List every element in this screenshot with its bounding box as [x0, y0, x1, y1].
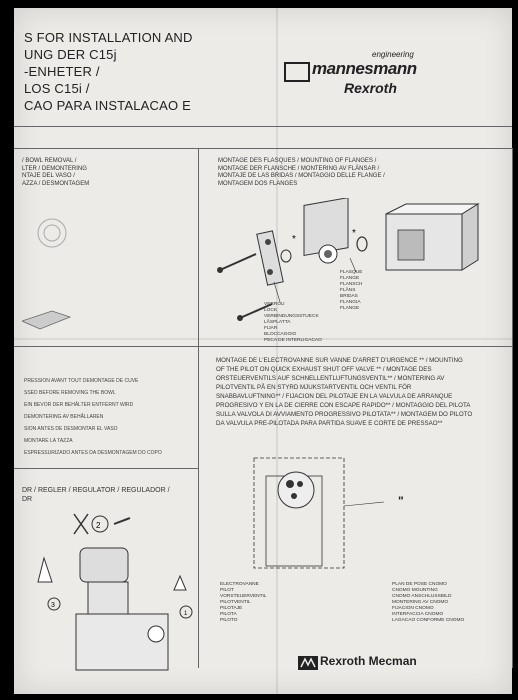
flange-label-list: FLASQUE FLANGE FLANSCH FLÄNS BRIDAS FLANGIA FLANGE [340, 270, 363, 311]
bowl-removal-steps [24, 378, 204, 462]
logo-rexroth: Rexroth [344, 80, 397, 96]
regulator-title: DR / REGLER / REGULATOR / REGULADOR / DR [22, 487, 170, 503]
step-text: DEMONTERING AV BEHÅLLAREN [24, 414, 104, 420]
plan-label-list: PLAN DE POSE CNOMO CNOMO MOUNTING CNOMO ANSCHLUSSBILD MONTERING AV CNOMO FIJACION CNOMO INTERFACCIA CNOMO LAGACAO CONFORME CNOMO [392, 582, 465, 623]
divider [198, 346, 512, 347]
lock-label-list: VERROU LOCK VERBINDUNGSSTUECK LÅSPLATTA FIJAR BLOCCAGGIO PECA DE INTERLIGACAO [264, 302, 322, 343]
step-text: EIN BEVOR DER BEHÄLTER ENTFERNT WIRD [24, 402, 134, 408]
flanges-drawing [210, 198, 508, 338]
step-text: SSED BEFORE REMOVING THE BOWL [24, 390, 116, 396]
divider [14, 468, 198, 469]
logo-mark-icon [284, 62, 310, 82]
svg-text:3: 3 [51, 602, 55, 609]
regulator-drawing [18, 508, 196, 694]
divider [14, 346, 198, 347]
divider [14, 126, 512, 127]
header-title-line: S FOR INSTALLATION AND [24, 30, 193, 45]
pilot-label-list: ELECTROVANNE PILOT VORSTEUERVENTIL PILOTVENTIL PILOTAJE PILOTA PILOTO [220, 582, 267, 623]
header-title-line: CAO PARA INSTALACAO E [24, 98, 191, 113]
footer-brand: Rexroth Mecman [320, 654, 417, 668]
svg-text:2: 2 [96, 521, 101, 530]
logo-brand: mannesmann [312, 59, 417, 78]
pilot-drawing [244, 456, 404, 576]
divider [512, 148, 513, 668]
bowl-removal-title: / BOWL REMOVAL / LTER / DEMONTERING NTAJE DEL VASO / AZZA / DESMONTAGEM [22, 158, 90, 187]
flanges-title: MONTAGE DES FLASQUES / MOUNTING OF FLANGES / MONTAGE DER FLANSCHE / MONTERING AV FLÄNSAR / MONTAJE DE LAS BRIDAS / MONTAGGIO DELLE FLANGE / MONTAGEM DOS FLANGES [218, 158, 385, 187]
divider [14, 148, 512, 149]
svg-text:1: 1 [184, 611, 188, 617]
svg-text:*: * [352, 228, 356, 239]
mannesmann-rexroth-logo [284, 48, 454, 108]
logo-engineering: engineering [372, 50, 414, 59]
double-quote-mark: " [398, 494, 404, 508]
step-text: SION ANTES DE DESMONTAR EL VASO [24, 426, 118, 432]
pilot-mounting-title: MONTAGE DE L'ELECTROVANNE SUR VANNE D'ARRET D'URGENCE ** / MOUNTING OF THE PILOT ON QUICK EXHAUST SHUT OFF VALVE ** / MONTAGE DES ORSTEUERVENTILS AUF SCHNELLENTLUFTUNGSVENTIL** / MONTERING AV PILOTVENTIL PÅ EN STYRD MJUKSTARTVENTIL OCH VENTIL FÖR SNABBAVLUFTNING** / FIJACION DEL PILOTAJE EN LA VALVULA DE ARRANQUE PROGRESIVO Y EN LA DE CIERRE CON ESCAPE RAPIDO** / MONTAGGIO DEL PILOTA SULLA VALVOLA DI AVVIAMENTO PROGRESSIVO PILOTATA** / MONTAGEM DO PILOTO DA VALVULA PRE-PILOTADA PARA PARTIDA SUAVE E CORTE DE PRESSAO** [216, 357, 473, 427]
svg-text:*: * [292, 234, 296, 245]
header-title-line: UNG DER C15j [24, 47, 117, 62]
step-text: ESPRESSURIZADO ANTES DA DESMONTAGEM DO COPO [24, 450, 162, 456]
fold-line-vertical [276, 8, 278, 694]
step-text: PRESSION AVANT TOUT DEMONTAGE DE CUVE [24, 378, 139, 384]
bowl-removal-drawing [22, 193, 192, 338]
instruction-sheet [14, 8, 512, 694]
rexroth-mecman-logo-icon [298, 656, 318, 670]
header-title-line: -ENHETER / [24, 64, 100, 79]
step-text: MONTARE LA TAZZA [24, 438, 73, 444]
fold-line-horizontal [14, 338, 512, 340]
header-title-line: LOS C15i / [24, 81, 90, 96]
